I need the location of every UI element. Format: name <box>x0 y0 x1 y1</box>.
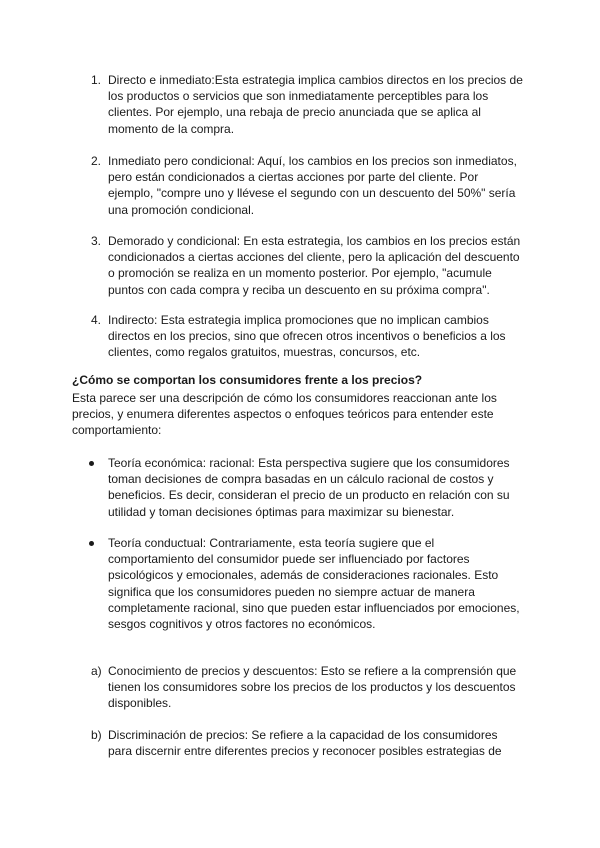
list-item-text <box>108 663 548 712</box>
bullet-icon <box>89 541 94 546</box>
list-marker: 4. <box>91 313 102 327</box>
text-line: precios, y enumera diferentes aspectos o enfoques teóricos para entender este <box>72 407 494 422</box>
text-line: disponibles. <box>108 696 172 711</box>
text-line: ejemplo, "compre uno y llévese el segundo con un descuento del 50%" sería <box>108 186 516 201</box>
list-item-text <box>108 72 548 137</box>
text-line: Teoría económica: racional: Esta perspectiva sugiere que los consumidores <box>108 456 510 470</box>
text-line: los productos o servicios que son inmediatamente perceptibles para los <box>108 89 489 104</box>
text-line: toman decisiones de compra basadas en un cálculo racional de costos y <box>108 472 494 487</box>
text-line: comportamiento del consumidor puede ser influenciado por factores <box>108 552 470 567</box>
list-item-text <box>108 727 548 759</box>
list-marker: 1. <box>91 73 102 87</box>
text-line: clientes. Por ejemplo, una rebaja de precio anunciada que se aplica al <box>108 105 481 120</box>
text-line: momento de la compra. <box>108 121 235 136</box>
list-marker: a) <box>91 664 102 678</box>
list-marker: b) <box>91 728 102 742</box>
list-item-text <box>108 233 548 298</box>
list-item-text <box>108 455 548 520</box>
text-line: Esta parece ser una descripción de cómo los consumidores reaccionan ante los <box>72 391 497 405</box>
text-line: comportamiento: <box>72 423 162 438</box>
bullet-icon <box>89 461 94 466</box>
text-line: clientes, como regalos gratuitos, muestras, concursos, etc. <box>108 345 421 360</box>
text-line: sesgos cognitivos y otros factores no económicos. <box>108 617 376 632</box>
text-line: Demorado y condicional: En esta estrategia, los cambios en los precios están <box>108 234 521 248</box>
text-line: completamente racional, sino que pueden estar influenciados por emociones, <box>108 600 520 615</box>
text-line: condicionados a ciertas acciones del cliente, pero la aplicación del descuento <box>108 250 520 265</box>
text-line: Discriminación de precios: Se refiere a la capacidad de los consumidores <box>108 728 498 742</box>
list-item-text <box>108 312 548 361</box>
text-line: Indirecto: Esta estrategia implica promociones que no implican cambios <box>108 313 489 327</box>
text-line: Conocimiento de precios y descuentos: Esto se refiere a la comprensión que <box>108 664 517 678</box>
text-line: utilidad y toman decisiones óptimas para maximizar su bienestar. <box>108 504 455 519</box>
text-line: tienen los consumidores sobre los precios de los productos y los descuentos <box>108 680 516 695</box>
list-marker: 3. <box>91 234 102 248</box>
text-line: para discernir entre diferentes precios y reconocer posibles estrategias de <box>108 744 502 759</box>
text-line: puntos con cada compra y reciba un descuento en su próxima compra". <box>108 282 490 297</box>
text-line: directos en los precios, sino que ofrecen otros incentivos o beneficios a los <box>108 329 506 344</box>
text-line: Teoría conductual: Contrariamente, esta teoría sugiere que el <box>108 536 435 550</box>
text-line: Directo e inmediato:Esta estrategia implica cambios directos en los precios de <box>108 73 523 87</box>
text-line: Inmediato pero condicional: Aquí, los cambios en los precios son inmediatos, <box>108 154 517 168</box>
text-line: o promoción se realiza en un momento posterior. Por ejemplo, "acumule <box>108 266 492 281</box>
text-line: psicológicos y emocionales, además de consideraciones racionales. Esto <box>108 568 499 583</box>
list-item-text <box>108 535 548 632</box>
text-line: beneficios. Es decir, consideran el precio de un producto en relación con su <box>108 488 510 503</box>
text-line: una promoción condicional. <box>108 202 255 217</box>
intro-paragraph <box>72 390 542 439</box>
text-line: pero están condicionados a ciertas acciones por parte del cliente. Por <box>108 170 479 185</box>
list-marker: 2. <box>91 154 102 168</box>
list-item-text <box>108 153 548 218</box>
section-heading: ¿Cómo se comportan los consumidores frente a los precios? <box>72 373 423 387</box>
text-line: significa que los consumidores pueden no siempre actuar de manera <box>108 584 475 599</box>
